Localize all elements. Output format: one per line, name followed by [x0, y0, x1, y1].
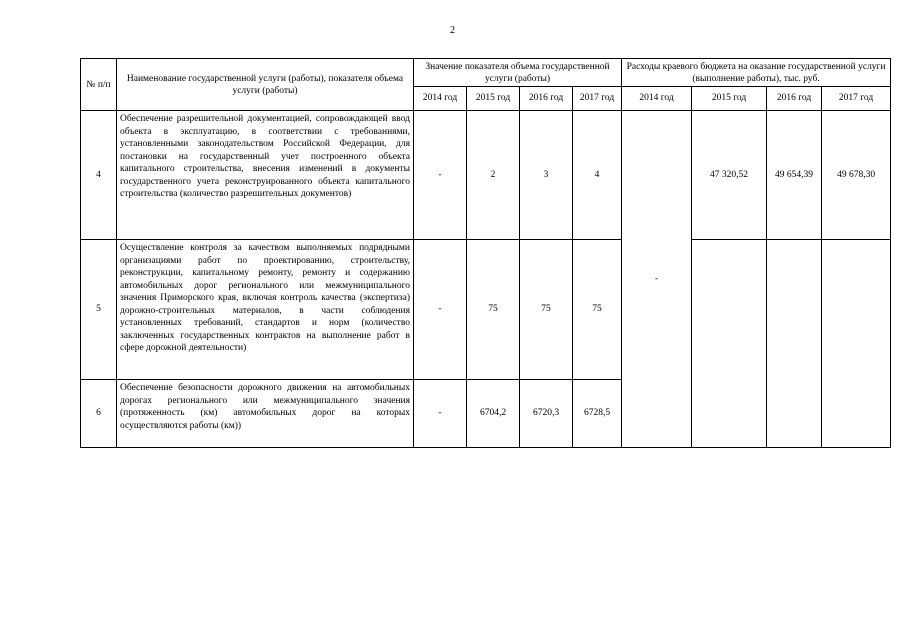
value-2015: 75: [467, 240, 520, 380]
value-2015: 6704,2: [467, 380, 520, 448]
value-2014: -: [414, 380, 467, 448]
expense-2017: 49 678,30: [822, 111, 891, 240]
value-2016: 6720,3: [520, 380, 573, 448]
header-volume-year: 2017 год: [573, 87, 622, 111]
header-row-1: [81, 59, 891, 87]
row-number: 5: [81, 240, 117, 380]
value-2017: 6728,5: [573, 380, 622, 448]
header-expense-year: 2017 год: [822, 87, 891, 111]
header-expense-year: 2015 год: [692, 87, 767, 111]
service-name: Обеспечение безопасности дорожного движения на автомобильных дорогах регионального или межмуниципального значения (протяженность (км) автомобильных дорог на которых осуществляются работы (км)): [117, 380, 414, 448]
expense-2015: 47 320,52: [692, 111, 767, 240]
value-2014: -: [414, 240, 467, 380]
table-row: [81, 240, 891, 380]
expense-cell-empty: [692, 240, 767, 448]
table-row: [81, 111, 891, 240]
header-expense-year: 2014 год: [622, 87, 692, 111]
page-number: 2: [450, 25, 455, 36]
value-2017: 4: [573, 111, 622, 240]
expense-2014: -: [622, 111, 692, 448]
header-expense-group: Расходы краевого бюджета на оказание государственной услуги (выполнение работы), тыс. руб.: [622, 59, 891, 87]
expense-2016: 49 654,39: [767, 111, 822, 240]
value-2016: 75: [520, 240, 573, 380]
row-number: 4: [81, 111, 117, 240]
header-volume-year: 2015 год: [467, 87, 520, 111]
header-volume-year: 2016 год: [520, 87, 573, 111]
row-number: 6: [81, 380, 117, 448]
header-name: Наименование государственной услуги (работы), показателя объема услуги (работы): [117, 59, 414, 111]
header-volume-year: 2014 год: [414, 87, 467, 111]
expense-cell-empty: [822, 240, 891, 448]
header-volume-group: Значение показателя объема государственной услуги (работы): [414, 59, 622, 87]
header-num: № п/п: [81, 59, 117, 111]
services-table: [80, 58, 891, 448]
service-name: Обеспечение разрешительной документацией, сопровождающей ввод объекта в эксплуатацию, в соответствии с требованиями, установленными законодательством Российской Федерации, для постановки на государственный учет построенного объекта капитального строительства, внесения изменений в документы государственного учета реконструированного объекта капитального строительства (количество разрешительных документов): [117, 111, 414, 240]
value-2015: 2: [467, 111, 520, 240]
value-2016: 3: [520, 111, 573, 240]
value-2014: -: [414, 111, 467, 240]
header-expense-year: 2016 год: [767, 87, 822, 111]
value-2017: 75: [573, 240, 622, 380]
service-name: Осуществление контроля за качеством выполняемых подрядными организациями работ по проектированию, строительству, реконструкции, капитальному ремонту, ремонту и содержанию автомобильных дорог регионального или межмуниципального значения Приморского края, включая контроль качества (экспертиза) дорожно-строительных материалов, в части соблюдения установленных требований, стандартов и норм (количество заключенных государственных контрактов на выполнение работ в сфере дорожной деятельности): [117, 240, 414, 380]
expense-cell-empty: [767, 240, 822, 448]
